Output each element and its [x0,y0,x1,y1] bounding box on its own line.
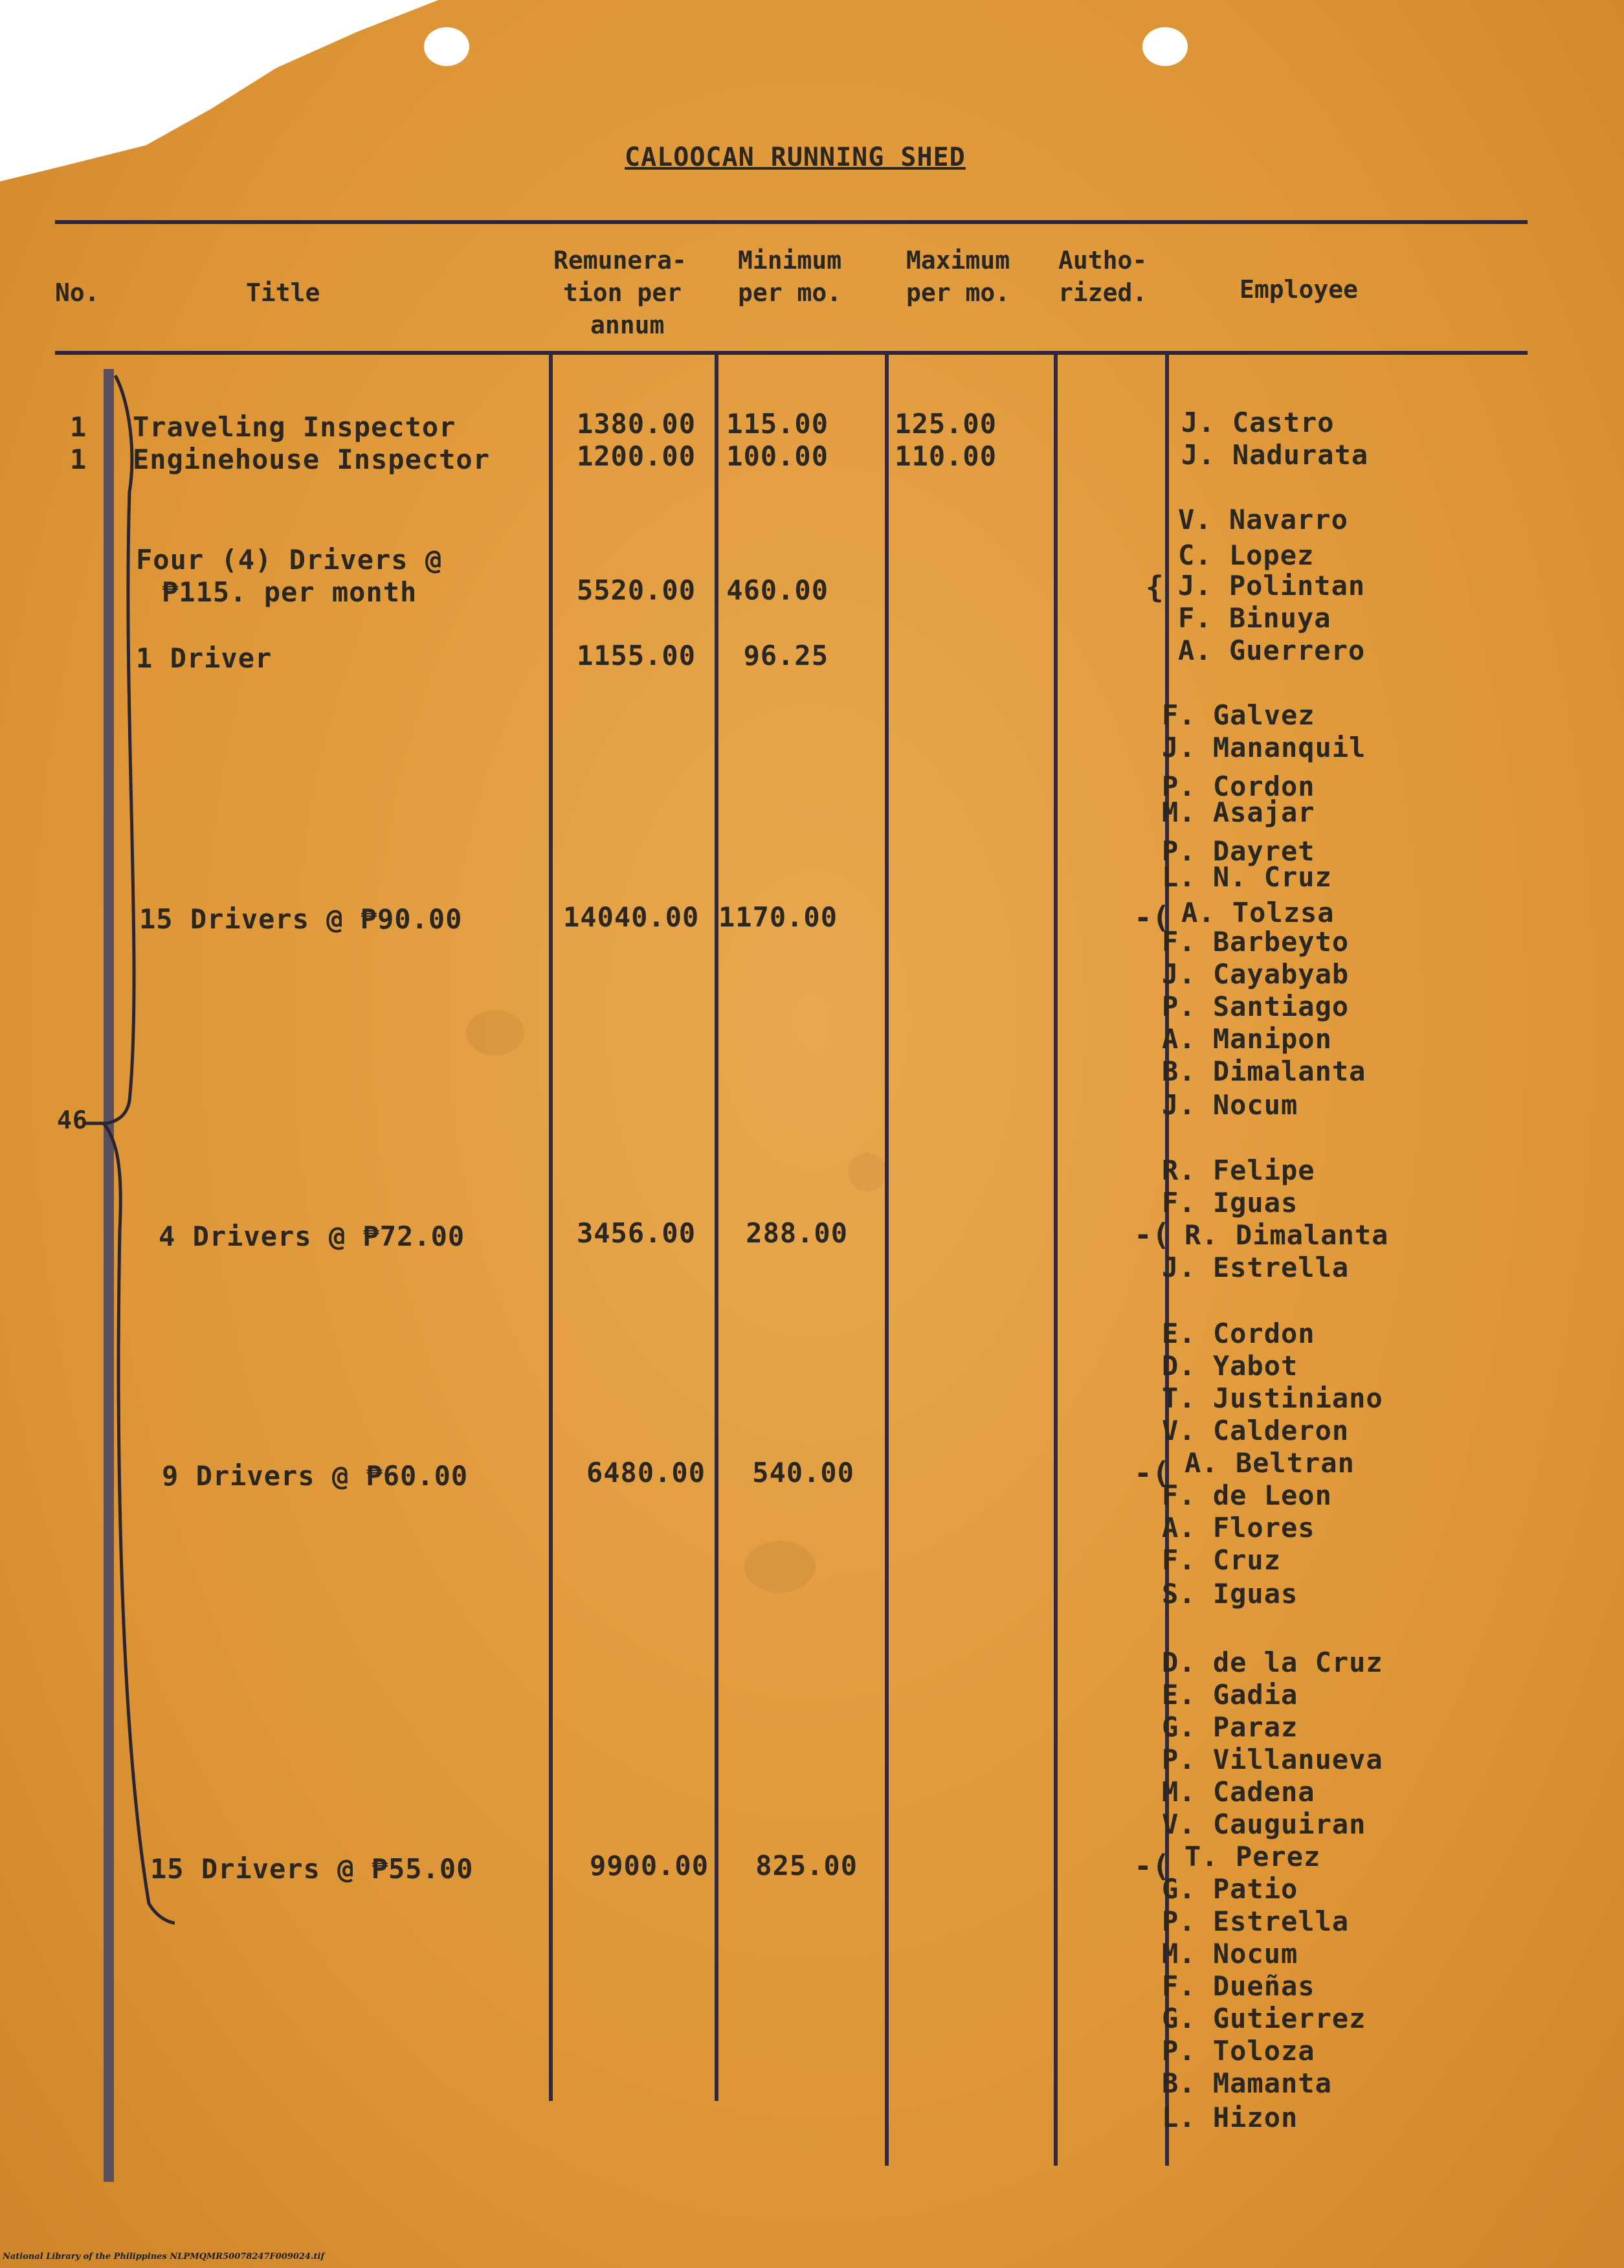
employee-name: J. Cayabyab [1162,958,1350,990]
row-title: 15 Drivers @ ₱90.00 [139,903,463,935]
employee-name: F. Barbeyto [1162,926,1350,958]
row-remuneration: 6480.00 [586,1457,706,1488]
header-authorized-1: Autho- [1058,246,1148,275]
employee-name: G. Patio [1162,1873,1298,1905]
employee-name: F. Galvez [1162,699,1315,731]
employee-name: V. Cauguiran [1162,1808,1366,1840]
header-authorized-2: rized. [1058,278,1148,307]
employee-name: A. Tolzsa [1181,897,1335,928]
employee-name: F. Dueñas [1162,1970,1315,2002]
header-no: No. [55,278,100,307]
employee-name: P. Villanueva [1162,1744,1383,1775]
employee-name: J. Nadurata [1181,439,1369,471]
row-remuneration: 14040.00 [563,901,700,933]
row-no: 1 [70,411,87,443]
row-minimum: 1170.00 [718,901,838,933]
employee-name: G. Paraz [1162,1711,1298,1743]
employee-name: M. Cadena [1162,1776,1315,1808]
employee-name: E. Cordon [1162,1318,1315,1349]
row-minimum: 115.00 [726,408,829,440]
employee-name: A. Flores [1162,1512,1315,1544]
header-maximum-2: per mo. [906,278,1010,307]
row-remuneration: 5520.00 [576,574,696,606]
header-minimum-1: Minimum [738,246,842,275]
employee-name: M. Nocum [1162,1938,1298,1970]
employee-name: D. Yabot [1162,1350,1298,1382]
employee-name: F. Cruz [1162,1544,1282,1576]
employee-brace: -( [1134,1848,1170,1883]
row-title: 1 Driver [136,642,273,674]
employee-name: P. Toloza [1162,2035,1315,2067]
header-maximum-1: Maximum [906,246,1010,275]
employee-name: A. Beltran [1185,1447,1355,1479]
row-remuneration: 1155.00 [576,640,696,671]
employee-brace: { [1146,570,1164,605]
row-no: 1 [70,443,87,475]
employee-name: P. Dayret [1162,835,1315,867]
employee-name: T. Justiniano [1162,1382,1383,1414]
employee-name: S. Iguas [1162,1578,1298,1610]
employee-name: T. Perez [1185,1841,1321,1872]
row-remuneration: 1200.00 [576,440,696,472]
employee-name: L. Hizon [1162,2102,1298,2133]
row-minimum: 100.00 [726,440,829,472]
row-minimum: 288.00 [746,1217,848,1249]
employee-name: C. Lopez [1178,539,1315,571]
row-maximum: 125.00 [895,408,997,440]
employee-brace: -( [1134,1217,1170,1252]
employee-name: P. Cordon [1162,770,1315,802]
employee-name: L. N. Cruz [1162,861,1332,893]
employee-name: E. Gadia [1162,1679,1298,1711]
employee-name: J. Estrella [1162,1252,1350,1283]
employee-name: P. Santiago [1162,991,1350,1022]
employee-name: F. Iguas [1162,1187,1298,1218]
header-remuneration-1: Remunera- [553,246,687,275]
employee-name: J. Castro [1181,407,1335,438]
employee-name: G. Gutierrez [1162,2003,1366,2034]
row-minimum: 825.00 [755,1850,858,1881]
header-minimum-2: per mo. [738,278,842,307]
employee-brace: -( [1134,1455,1170,1490]
employee-name: R. Felipe [1162,1154,1315,1186]
employee-name: J. Polintan [1178,570,1366,601]
row-title-line: ₱115. per month [162,576,417,608]
row-title: Enginehouse Inspector [133,443,491,475]
header-remuneration-2: tion per [563,278,682,307]
employee-brace: -( [1134,900,1170,935]
header-employee: Employee [1240,275,1359,304]
employee-name: B. Mamanta [1162,2067,1332,2099]
header-remuneration-3: annum [590,311,665,339]
row-remuneration: 9900.00 [589,1850,709,1881]
employee-name: V. Calderon [1162,1415,1350,1446]
employee-name: F. Binuya [1178,602,1331,634]
group-total: 46 [57,1106,88,1134]
row-minimum: 540.00 [752,1457,854,1488]
document-title: CALOOCAN RUNNING SHED [625,142,966,172]
row-title: Traveling Inspector [133,411,456,443]
employee-name: F. de Leon [1162,1479,1332,1511]
row-maximum: 110.00 [895,440,997,472]
employee-name: J. Nocum [1162,1089,1298,1121]
row-minimum: 460.00 [726,574,829,606]
employee-name: R. Dimalanta [1185,1219,1389,1251]
row-minimum: 96.25 [743,640,829,671]
archive-footer: National Library of the Philippines NLPMQMR50078247F009024.tif [3,2252,325,2262]
employee-name: V. Navarro [1178,504,1348,535]
employee-name: A. Guerrero [1178,634,1366,666]
employee-name: D. de la Cruz [1162,1646,1383,1678]
employee-name: B. Dimalanta [1162,1055,1366,1087]
employee-name: J. Mananquil [1162,732,1366,763]
employee-name: P. Estrella [1162,1905,1350,1937]
row-remuneration: 1380.00 [576,408,696,440]
header-title: Title [246,278,320,307]
row-title-line: Four (4) Drivers @ [136,544,443,576]
row-title: 4 Drivers @ ₱72.00 [159,1220,465,1252]
row-title: 9 Drivers @ ₱60.00 [162,1460,469,1492]
row-title: 15 Drivers @ ₱55.00 [150,1853,474,1885]
employee-name: M. Asajar [1162,796,1315,828]
row-remuneration: 3456.00 [576,1217,696,1249]
employee-name: A. Manipon [1162,1023,1332,1055]
